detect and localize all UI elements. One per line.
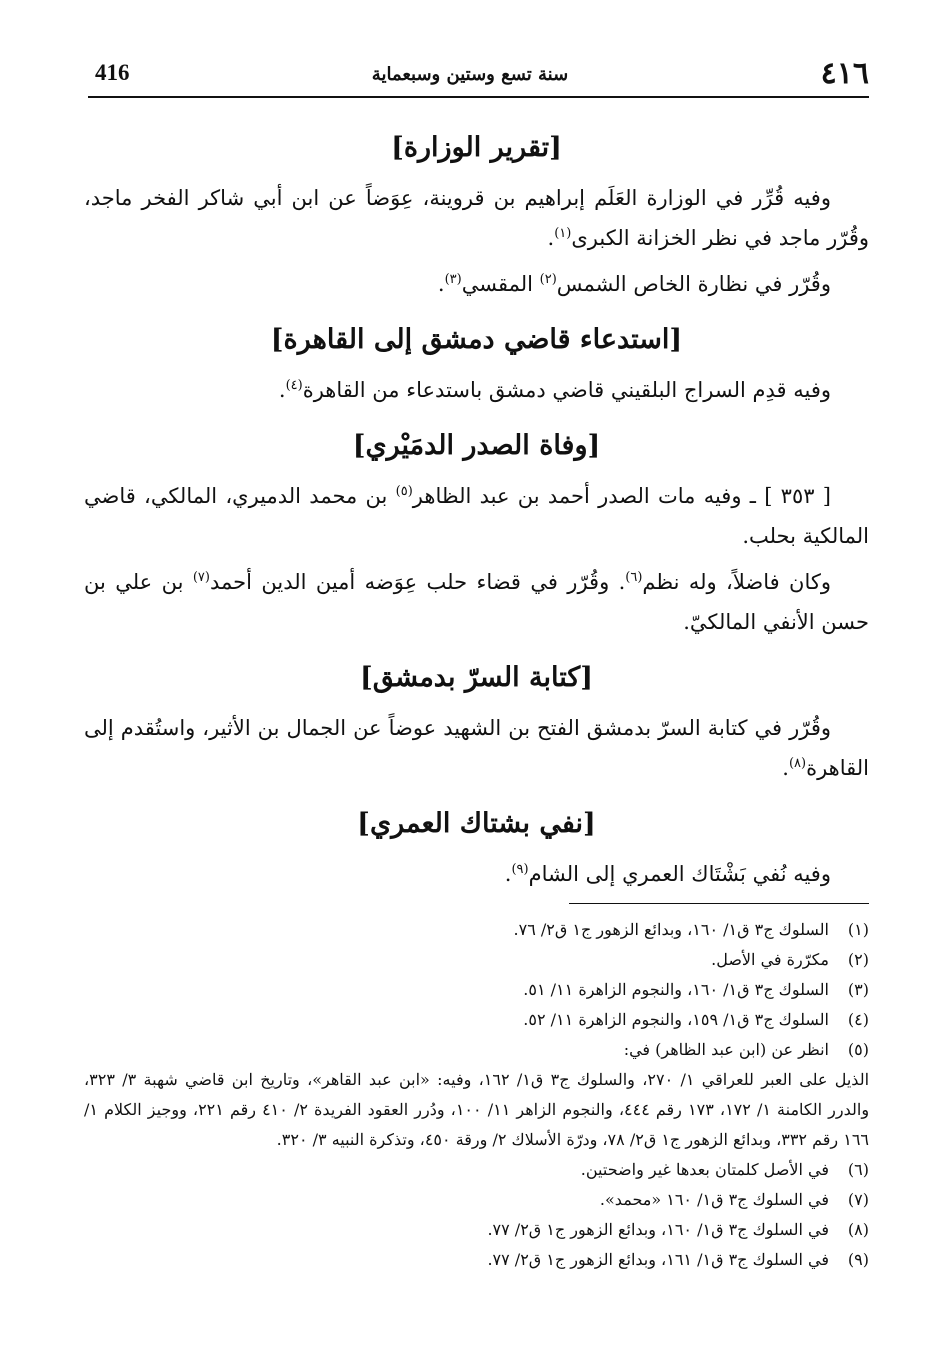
footnote-number: (٦) bbox=[847, 1160, 869, 1179]
paragraph-tail: . bbox=[278, 378, 286, 402]
footnote-continuation bbox=[84, 1065, 869, 1155]
paragraph-tail: . وقُرّر في قضاء حلب عِوَضه أمين الدين أحمد bbox=[209, 570, 626, 594]
paragraph bbox=[84, 178, 869, 258]
page-number-arabic: ٤١٦ bbox=[820, 56, 869, 91]
section-heading: [تقرير الوزارة] bbox=[391, 132, 562, 163]
footnote bbox=[84, 945, 869, 975]
header-rule bbox=[88, 96, 869, 98]
paragraph-text: وفيه قدِم السراج البلقيني قاضي دمشق باستدعاء من القاهرة bbox=[302, 378, 831, 402]
paragraph bbox=[84, 370, 869, 410]
paragraph bbox=[84, 562, 869, 642]
footnote-text: السلوك ج٣ ق١/ ١٦٠، والنجوم الزاهرة ١١/ ٥١. bbox=[523, 980, 829, 999]
paragraph-text: [ ٣٥٣ ] ـ وفيه مات الصدر أحمد بن عبد الظاهر bbox=[412, 484, 831, 508]
footnote-number: (٩) bbox=[847, 1250, 869, 1269]
footnote-text: في السلوك ج٣ ق١/ ١٦٠، وبدائع الزهور ج١ ق٢/ ٧٧. bbox=[487, 1220, 829, 1239]
footnote bbox=[84, 1215, 869, 1245]
footnote bbox=[84, 975, 869, 1005]
footnote-text: انظر عن (ابن عبد الظاهر) في: bbox=[623, 1040, 829, 1059]
footnote bbox=[84, 915, 869, 945]
paragraph-tail: . bbox=[437, 272, 445, 296]
paragraph bbox=[84, 854, 869, 894]
footnote-number: (٤) bbox=[847, 1010, 869, 1029]
paragraph-text: وفيه نُفي بَشْتَاك العمري إلى الشام bbox=[528, 862, 831, 886]
paragraph-tail: . bbox=[504, 862, 512, 886]
footnote-text: السلوك ج٣ ق١/ ١٦٠، وبدائع الزهور ج١ ق٢/ ٧٦. bbox=[513, 920, 829, 939]
footnote-text: في السلوك ج٣ ق١/ ١٦١، وبدائع الزهور ج١ ق٢/ ٧٧. bbox=[487, 1250, 829, 1269]
footnote-ref: (٥) bbox=[395, 484, 413, 499]
paragraph-tail: بن علي بن حسن الأنفي المالكيّ. bbox=[84, 570, 869, 634]
paragraph-text: وكان فاضلاً، وله نظم bbox=[642, 570, 831, 594]
footnote bbox=[84, 1185, 869, 1215]
footnote bbox=[84, 1245, 869, 1275]
footnote-text: السلوك ج٣ ق١/ ١٥٩، والنجوم الزاهرة ١١/ ٥٢. bbox=[523, 1010, 829, 1029]
paragraph-tail: بن محمد الدميري، المالكي، قاضي المالكية بحلب. bbox=[84, 484, 869, 548]
running-title: سنة تسع وستين وسبعماية bbox=[371, 64, 569, 85]
section-heading: [استدعاء قاضي دمشق إلى القاهرة] bbox=[270, 324, 683, 355]
footnote-text: مكرّرة في الأصل. bbox=[711, 950, 829, 969]
section-heading: [كتابة السرّ بدمشق] bbox=[359, 662, 594, 693]
paragraph-text: وقُرّر في كتابة السرّ بدمشق الفتح بن الشهيد عوضاً عن الجمال بن الأثير، واستُقدم إلى القاهرة bbox=[84, 716, 869, 780]
footnote-ref: (٨) bbox=[788, 756, 807, 771]
paragraph-text: وفيه قُرِّر في الوزارة العَلَم إبراهيم بن قروينة، عِوَضاً عن ابن أبي شاكر الفخر ماجد، وقُرّر ماجد في نظر الخزانة الكبرى bbox=[84, 186, 869, 250]
footnote-number: (٥) bbox=[847, 1040, 869, 1059]
footnote-ref: (٦) bbox=[625, 570, 643, 585]
footnote-number: (٨) bbox=[847, 1220, 869, 1239]
footnote bbox=[84, 1005, 869, 1035]
paragraph-tail: . bbox=[547, 226, 555, 250]
footnotes bbox=[84, 915, 869, 1275]
footnote-text: الذيل على العبر للعراقي ١/ ٢٧٠، والسلوك ج٣ ق١/ ١٦٢، وفيه: «ابن عبد القاهر»، وتاريخ ابن قاضي شهبة ٣/ ٣٢٣، والدرر الكامنة ١/ ١٧٢، ١٧٣ رقم ٤٤٤، والنجوم الزاهر ١١/ ١٠٠، ودُرر العقود الفريدة ٢/ ٤١٠ رقم ٢٢١، ووجيز الكلام ١/ ١٦٦ رقم ٣٣٢، وبدائع الزهور ج١ ق٢/ ٧٨، ودرّة الأسلاك ٢/ ورقة ٤٥٠، وتذكرة النبيه ٣/ ٣٢٠. bbox=[84, 1070, 870, 1149]
section-heading: [نفي بشتاك العمري] bbox=[357, 808, 596, 839]
footnote bbox=[84, 1035, 869, 1065]
footnote-number: (٢) bbox=[847, 950, 869, 969]
footnote bbox=[84, 1155, 869, 1185]
footnote-ref: (٤) bbox=[285, 378, 303, 393]
footnote-ref: (٧) bbox=[192, 570, 210, 585]
footnote-ref: (٩) bbox=[511, 862, 529, 877]
paragraph-text: وقُرّر في نظارة الخاص الشمس bbox=[556, 272, 831, 296]
paragraph-tail: المقسي bbox=[461, 272, 540, 296]
section-heading: [وفاة الصدر الدمَيْري] bbox=[352, 430, 601, 461]
main-text bbox=[84, 112, 869, 900]
footnote-text: في الأصل كلمتان بعدها غير واضحتين. bbox=[580, 1160, 829, 1179]
page-number-latin: 416 bbox=[95, 60, 130, 85]
footnote-ref: (١) bbox=[554, 226, 572, 241]
footnote-ref: (٢) bbox=[539, 272, 557, 287]
footnote-separator bbox=[569, 903, 869, 904]
paragraph-tail: . bbox=[782, 756, 789, 780]
footnote-number: (١) bbox=[847, 920, 869, 939]
footnote-text: في السلوك ج٣ ق١/ ١٦٠ «محمد». bbox=[599, 1190, 829, 1209]
footnote-ref: (٣) bbox=[444, 272, 462, 287]
footnote-number: (٣) bbox=[847, 980, 869, 999]
paragraph bbox=[84, 708, 869, 788]
paragraph bbox=[84, 264, 869, 304]
paragraph bbox=[84, 476, 869, 556]
footnote-number: (٧) bbox=[847, 1190, 869, 1209]
